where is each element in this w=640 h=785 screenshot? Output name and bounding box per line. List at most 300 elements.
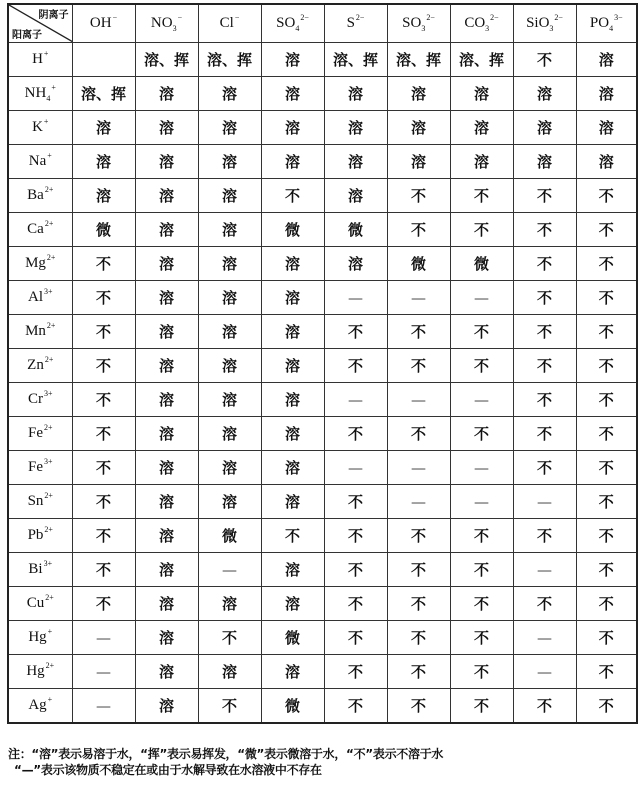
solubility-cell: 溶 bbox=[135, 689, 198, 724]
solubility-cell: 溶 bbox=[261, 145, 324, 179]
solubility-cell: 不 bbox=[72, 315, 135, 349]
anion-header bbox=[513, 4, 576, 43]
ion-formula: Na bbox=[28, 153, 47, 169]
table-row bbox=[8, 383, 637, 417]
solubility-cell: 溶 bbox=[324, 111, 387, 145]
ion-formula: Cl bbox=[219, 15, 234, 31]
solubility-cell: — bbox=[324, 451, 387, 485]
solubility-cell: 溶 bbox=[198, 111, 261, 145]
solubility-cell: 溶 bbox=[450, 77, 513, 111]
table-row bbox=[8, 417, 637, 451]
solubility-cell: 不 bbox=[450, 519, 513, 553]
table-row bbox=[8, 247, 637, 281]
cation-header bbox=[8, 621, 72, 655]
cation-header bbox=[8, 349, 72, 383]
solubility-cell: — bbox=[387, 281, 450, 315]
ion-charge: 3+ bbox=[43, 457, 53, 466]
solubility-cell: 溶 bbox=[513, 111, 576, 145]
solubility-cell: 不 bbox=[513, 213, 576, 247]
ion-charge: + bbox=[51, 82, 56, 92]
solubility-cell: — bbox=[72, 689, 135, 724]
solubility-cell: 不 bbox=[72, 383, 135, 417]
ion-formula: Ca bbox=[27, 221, 44, 237]
solubility-cell: 溶 bbox=[135, 77, 198, 111]
solubility-cell: 微 bbox=[261, 621, 324, 655]
ion-charge: 2− bbox=[426, 12, 435, 22]
cation-header bbox=[8, 315, 72, 349]
solubility-cell: 不 bbox=[387, 349, 450, 383]
solubility-cell: 不 bbox=[576, 383, 637, 417]
solubility-cell: 不 bbox=[576, 179, 637, 213]
solubility-cell: 不 bbox=[387, 587, 450, 621]
solubility-cell: 溶 bbox=[261, 553, 324, 587]
solubility-cell: 溶 bbox=[576, 111, 637, 145]
solubility-cell: 不 bbox=[324, 485, 387, 519]
ion-charge: 3− bbox=[614, 12, 623, 22]
cation-header bbox=[8, 213, 72, 247]
cation-header bbox=[8, 689, 72, 724]
solubility-cell: 溶 bbox=[324, 77, 387, 111]
ion-formula: Hg bbox=[26, 663, 45, 679]
solubility-cell: 不 bbox=[324, 519, 387, 553]
solubility-cell: 不 bbox=[576, 485, 637, 519]
solubility-cell: — bbox=[387, 383, 450, 417]
solubility-cell: — bbox=[513, 485, 576, 519]
solubility-cell: 不 bbox=[387, 213, 450, 247]
solubility-cell: 微 bbox=[261, 689, 324, 724]
solubility-cell: 不 bbox=[576, 281, 637, 315]
anion-header bbox=[324, 4, 387, 43]
cation-header bbox=[8, 553, 72, 587]
solubility-cell: 不 bbox=[324, 655, 387, 689]
solubility-cell: 不 bbox=[576, 655, 637, 689]
anion-header bbox=[72, 4, 135, 43]
ion-charge: 2− bbox=[300, 12, 309, 22]
solubility-cell: — bbox=[387, 451, 450, 485]
ion-subscript: 4 bbox=[609, 23, 614, 33]
cation-header bbox=[8, 451, 72, 485]
solubility-cell: 溶 bbox=[324, 179, 387, 213]
solubility-cell: 不 bbox=[513, 689, 576, 724]
solubility-cell: — bbox=[513, 655, 576, 689]
solubility-cell: 微 bbox=[72, 213, 135, 247]
solubility-cell: 不 bbox=[72, 247, 135, 281]
solubility-cell: 溶 bbox=[261, 587, 324, 621]
solubility-cell: — bbox=[450, 485, 513, 519]
solubility-cell: 不 bbox=[261, 519, 324, 553]
solubility-cell: — bbox=[324, 281, 387, 315]
solubility-cell: 微 bbox=[387, 247, 450, 281]
solubility-cell: 不 bbox=[72, 553, 135, 587]
solubility-cell: 不 bbox=[387, 519, 450, 553]
solubility-cell: 不 bbox=[324, 417, 387, 451]
table-row bbox=[8, 145, 637, 179]
solubility-cell: 不 bbox=[450, 213, 513, 247]
anion-header bbox=[387, 4, 450, 43]
ion-subscript: 4 bbox=[295, 23, 300, 33]
header-row bbox=[8, 4, 637, 43]
solubility-cell: 溶 bbox=[135, 553, 198, 587]
solubility-cell: 不 bbox=[198, 621, 261, 655]
anion-label: 阴离子 bbox=[38, 10, 69, 21]
solubility-cell: 微 bbox=[450, 247, 513, 281]
ion-subscript: 3 bbox=[421, 23, 426, 33]
solubility-cell: 溶 bbox=[198, 213, 261, 247]
solubility-cell: 不 bbox=[198, 689, 261, 724]
solubility-cell: 溶 bbox=[198, 417, 261, 451]
solubility-cell: 溶 bbox=[198, 349, 261, 383]
solubility-cell: 溶 bbox=[198, 315, 261, 349]
solubility-cell: 溶 bbox=[135, 247, 198, 281]
cation-header bbox=[8, 587, 72, 621]
ion-formula: Hg bbox=[28, 629, 47, 645]
solubility-cell: 溶 bbox=[135, 621, 198, 655]
solubility-cell: 溶 bbox=[450, 111, 513, 145]
ion-charge: 2+ bbox=[44, 355, 54, 364]
ion-charge: 2+ bbox=[44, 491, 53, 500]
anion-header bbox=[261, 4, 324, 43]
solubility-cell: 不 bbox=[513, 179, 576, 213]
table-row bbox=[8, 689, 637, 724]
solubility-cell: 不 bbox=[576, 689, 637, 724]
solubility-cell: 不 bbox=[576, 621, 637, 655]
solubility-cell: 溶 bbox=[261, 485, 324, 519]
solubility-cell: 不 bbox=[72, 281, 135, 315]
anion-header bbox=[135, 4, 198, 43]
solubility-cell: 不 bbox=[450, 553, 513, 587]
cation-header bbox=[8, 655, 72, 689]
solubility-cell: 溶 bbox=[261, 77, 324, 111]
table-row bbox=[8, 553, 637, 587]
solubility-cell: 溶 bbox=[324, 247, 387, 281]
solubility-cell: 不 bbox=[513, 315, 576, 349]
ion-charge: 3+ bbox=[43, 287, 53, 296]
ion-formula: NO bbox=[150, 14, 173, 31]
solubility-cell: 不 bbox=[387, 179, 450, 213]
solubility-cell: 不 bbox=[513, 383, 576, 417]
ion-charge: − bbox=[234, 13, 240, 22]
solubility-cell: — bbox=[387, 485, 450, 519]
solubility-cell: — bbox=[72, 655, 135, 689]
ion-formula: OH bbox=[89, 15, 112, 31]
table-row bbox=[8, 621, 637, 655]
solubility-cell: 溶 bbox=[198, 587, 261, 621]
solubility-cell: 不 bbox=[513, 247, 576, 281]
ion-charge: 2− bbox=[490, 12, 499, 22]
solubility-cell: 溶 bbox=[135, 417, 198, 451]
solubility-cell: 溶 bbox=[198, 77, 261, 111]
solubility-cell: 不 bbox=[513, 587, 576, 621]
solubility-cell: 不 bbox=[72, 417, 135, 451]
solubility-cell: 溶 bbox=[576, 43, 637, 77]
solubility-cell: 溶 bbox=[261, 383, 324, 417]
solubility-cell: 不 bbox=[576, 349, 637, 383]
solubility-cell: 不 bbox=[387, 655, 450, 689]
solubility-cell: 溶 bbox=[261, 281, 324, 315]
solubility-cell: 不 bbox=[324, 621, 387, 655]
solubility-cell: — bbox=[324, 383, 387, 417]
cation-header bbox=[8, 145, 72, 179]
cation-header bbox=[8, 281, 72, 315]
solubility-cell: 不 bbox=[513, 349, 576, 383]
solubility-cell: 溶 bbox=[135, 315, 198, 349]
solubility-cell: 溶 bbox=[324, 145, 387, 179]
cation-header bbox=[8, 111, 72, 145]
solubility-cell: 不 bbox=[450, 689, 513, 724]
solubility-cell: 溶 bbox=[576, 77, 637, 111]
solubility-cell: — bbox=[198, 553, 261, 587]
ion-formula: K bbox=[32, 119, 43, 135]
ion-formula: S bbox=[346, 15, 355, 31]
solubility-cell: 溶 bbox=[387, 77, 450, 111]
cation-header bbox=[8, 519, 72, 553]
solubility-cell: 不 bbox=[513, 281, 576, 315]
solubility-cell: 不 bbox=[576, 587, 637, 621]
ion-formula: Cu bbox=[26, 595, 45, 611]
solubility-cell: 不 bbox=[450, 621, 513, 655]
anion-header bbox=[198, 4, 261, 43]
solubility-cell: 溶 bbox=[387, 145, 450, 179]
ion-charge: 2+ bbox=[45, 593, 54, 602]
table-row bbox=[8, 281, 637, 315]
solubility-cell: 不 bbox=[324, 553, 387, 587]
solubility-cell: 溶 bbox=[135, 349, 198, 383]
solubility-cell: 不 bbox=[513, 451, 576, 485]
solubility-cell: 不 bbox=[513, 417, 576, 451]
solubility-cell: 不 bbox=[72, 485, 135, 519]
solubility-cell: 不 bbox=[513, 519, 576, 553]
solubility-cell: 溶 bbox=[135, 145, 198, 179]
solubility-cell: 溶 bbox=[198, 655, 261, 689]
table-row bbox=[8, 111, 637, 145]
solubility-cell: 不 bbox=[324, 689, 387, 724]
ion-formula: SiO bbox=[526, 14, 550, 31]
anion-header bbox=[450, 4, 513, 43]
solubility-cell: 不 bbox=[72, 349, 135, 383]
ion-formula: Sn bbox=[27, 493, 44, 509]
cation-header bbox=[8, 77, 72, 111]
solubility-cell: 不 bbox=[450, 349, 513, 383]
solubility-cell: 溶 bbox=[261, 451, 324, 485]
solubility-cell: 不 bbox=[324, 349, 387, 383]
solubility-cell: 溶 bbox=[261, 417, 324, 451]
solubility-cell: 溶 bbox=[198, 383, 261, 417]
solubility-cell: 不 bbox=[576, 213, 637, 247]
solubility-cell: 不 bbox=[576, 553, 637, 587]
ion-charge: 2+ bbox=[46, 253, 56, 262]
anion-header bbox=[576, 4, 637, 43]
cation-label: 阳离子 bbox=[12, 30, 42, 41]
ion-formula: Mg bbox=[25, 255, 46, 271]
solubility-cell: 微 bbox=[324, 213, 387, 247]
solubility-cell: 溶 bbox=[198, 179, 261, 213]
ion-formula: Ag bbox=[28, 697, 47, 713]
solubility-cell: 不 bbox=[576, 247, 637, 281]
table-row bbox=[8, 77, 637, 111]
solubility-cell: 不 bbox=[576, 315, 637, 349]
solubility-cell: 溶 bbox=[387, 111, 450, 145]
solubility-cell: 溶 bbox=[261, 43, 324, 77]
solubility-cell: 不 bbox=[72, 587, 135, 621]
solubility-cell: 溶 bbox=[261, 349, 324, 383]
legend-note-line1: 注：“溶”表示易溶于水，“挥”表示易挥发，“微”表示微溶于水，“不”表示不溶于水 bbox=[8, 747, 444, 761]
solubility-cell: 溶 bbox=[135, 519, 198, 553]
solubility-cell: 溶 bbox=[135, 655, 198, 689]
ion-charge: + bbox=[47, 695, 53, 704]
solubility-cell: 溶 bbox=[198, 281, 261, 315]
cation-header bbox=[8, 417, 72, 451]
solubility-cell bbox=[72, 43, 135, 77]
table-row bbox=[8, 519, 637, 553]
ion-formula: PO bbox=[589, 14, 610, 31]
solubility-table bbox=[7, 3, 638, 724]
ion-formula: Ba bbox=[27, 187, 44, 203]
ion-formula: NH bbox=[24, 84, 47, 101]
ion-formula: SO bbox=[276, 14, 296, 31]
table-row bbox=[8, 43, 637, 77]
solubility-cell: 溶 bbox=[72, 111, 135, 145]
ion-charge: 3+ bbox=[43, 389, 53, 398]
ion-subscript: 3 bbox=[172, 23, 177, 33]
ion-charge: + bbox=[43, 117, 49, 126]
solubility-cell: 溶 bbox=[72, 145, 135, 179]
solubility-cell: 溶 bbox=[135, 179, 198, 213]
solubility-cell: 不 bbox=[450, 417, 513, 451]
solubility-cell: 不 bbox=[450, 587, 513, 621]
solubility-cell: 溶 bbox=[135, 111, 198, 145]
legend-note-line2: “—”表示该物质不稳定在或由于水解导致在水溶液中不存在 bbox=[14, 763, 322, 777]
ion-formula: Fe bbox=[27, 459, 43, 475]
solubility-cell: 溶、挥 bbox=[198, 43, 261, 77]
table-row bbox=[8, 179, 637, 213]
cation-header bbox=[8, 485, 72, 519]
solubility-cell: 溶 bbox=[135, 451, 198, 485]
solubility-cell: 不 bbox=[576, 519, 637, 553]
ion-charge: 2− bbox=[554, 12, 563, 22]
ion-subscript: 3 bbox=[549, 23, 554, 33]
solubility-cell: 溶 bbox=[513, 145, 576, 179]
ion-formula: Cr bbox=[27, 391, 43, 407]
solubility-cell: 溶 bbox=[450, 145, 513, 179]
solubility-cell: 溶 bbox=[198, 247, 261, 281]
solubility-cell: 溶 bbox=[261, 247, 324, 281]
solubility-cell: 不 bbox=[261, 179, 324, 213]
ion-formula: SO bbox=[402, 14, 422, 31]
solubility-cell: 溶 bbox=[513, 77, 576, 111]
solubility-cell: 不 bbox=[513, 43, 576, 77]
table-row bbox=[8, 349, 637, 383]
ion-charge: 2+ bbox=[45, 661, 55, 670]
ion-formula: Zn bbox=[27, 357, 44, 373]
solubility-cell: 溶 bbox=[72, 179, 135, 213]
solubility-cell: 不 bbox=[387, 621, 450, 655]
solubility-cell: 不 bbox=[387, 315, 450, 349]
solubility-cell: 不 bbox=[450, 315, 513, 349]
ion-charge: 2+ bbox=[43, 423, 53, 432]
solubility-cell: 溶、挥 bbox=[135, 43, 198, 77]
solubility-cell: — bbox=[450, 383, 513, 417]
ion-subscript: 3 bbox=[485, 23, 490, 33]
solubility-cell: 溶、挥 bbox=[72, 77, 135, 111]
cation-header bbox=[8, 383, 72, 417]
corner-header bbox=[8, 4, 72, 43]
solubility-cell: 不 bbox=[450, 655, 513, 689]
ion-formula: H bbox=[32, 51, 43, 67]
solubility-cell: 溶 bbox=[135, 587, 198, 621]
solubility-cell: 不 bbox=[72, 451, 135, 485]
solubility-cell: — bbox=[72, 621, 135, 655]
ion-subscript: 4 bbox=[46, 93, 51, 103]
ion-charge: − bbox=[112, 13, 118, 22]
ion-charge: 2− bbox=[355, 13, 365, 22]
ion-formula: Bi bbox=[28, 561, 43, 577]
ion-formula: Fe bbox=[27, 425, 43, 441]
solubility-cell: 不 bbox=[387, 553, 450, 587]
solubility-cell: 溶、挥 bbox=[387, 43, 450, 77]
solubility-cell: 微 bbox=[261, 213, 324, 247]
solubility-cell: 溶 bbox=[576, 145, 637, 179]
solubility-cell: — bbox=[450, 281, 513, 315]
solubility-cell: 不 bbox=[72, 519, 135, 553]
cation-header bbox=[8, 247, 72, 281]
table-row bbox=[8, 587, 637, 621]
ion-charge: 2+ bbox=[44, 525, 53, 534]
ion-charge: 2+ bbox=[44, 185, 54, 194]
solubility-cell: 不 bbox=[576, 417, 637, 451]
solubility-cell: 溶、挥 bbox=[450, 43, 513, 77]
solubility-cell: 不 bbox=[387, 689, 450, 724]
table-body bbox=[8, 43, 637, 724]
ion-formula: Al bbox=[27, 289, 43, 305]
table-row bbox=[8, 655, 637, 689]
solubility-cell: 溶 bbox=[135, 485, 198, 519]
cation-header bbox=[8, 179, 72, 213]
solubility-cell: 不 bbox=[324, 315, 387, 349]
solubility-cell: 溶 bbox=[261, 111, 324, 145]
solubility-cell: 溶 bbox=[198, 451, 261, 485]
solubility-cell: 溶 bbox=[198, 485, 261, 519]
solubility-cell: 溶 bbox=[198, 145, 261, 179]
table-row bbox=[8, 315, 637, 349]
ion-charge: + bbox=[47, 151, 52, 160]
solubility-cell: — bbox=[513, 553, 576, 587]
table-row bbox=[8, 451, 637, 485]
solubility-cell: 溶 bbox=[261, 315, 324, 349]
solubility-cell: 不 bbox=[576, 451, 637, 485]
ion-formula: CO bbox=[464, 14, 486, 31]
solubility-cell: — bbox=[513, 621, 576, 655]
ion-charge: 2+ bbox=[46, 321, 56, 330]
ion-charge: + bbox=[43, 49, 49, 58]
solubility-cell: 溶 bbox=[135, 383, 198, 417]
ion-formula: Mn bbox=[25, 323, 46, 339]
ion-charge: − bbox=[177, 12, 183, 22]
solubility-cell: 微 bbox=[198, 519, 261, 553]
solubility-cell: 不 bbox=[387, 417, 450, 451]
cation-header bbox=[8, 43, 72, 77]
table-row bbox=[8, 213, 637, 247]
solubility-cell: 溶、挥 bbox=[324, 43, 387, 77]
ion-charge: 2+ bbox=[44, 219, 54, 228]
solubility-cell: — bbox=[450, 451, 513, 485]
solubility-cell: 溶 bbox=[261, 655, 324, 689]
solubility-cell: 不 bbox=[450, 179, 513, 213]
solubility-cell: 溶 bbox=[135, 281, 198, 315]
table-row bbox=[8, 485, 637, 519]
ion-charge: 3+ bbox=[43, 559, 53, 568]
solubility-cell: 溶 bbox=[135, 213, 198, 247]
ion-charge: + bbox=[47, 627, 53, 636]
